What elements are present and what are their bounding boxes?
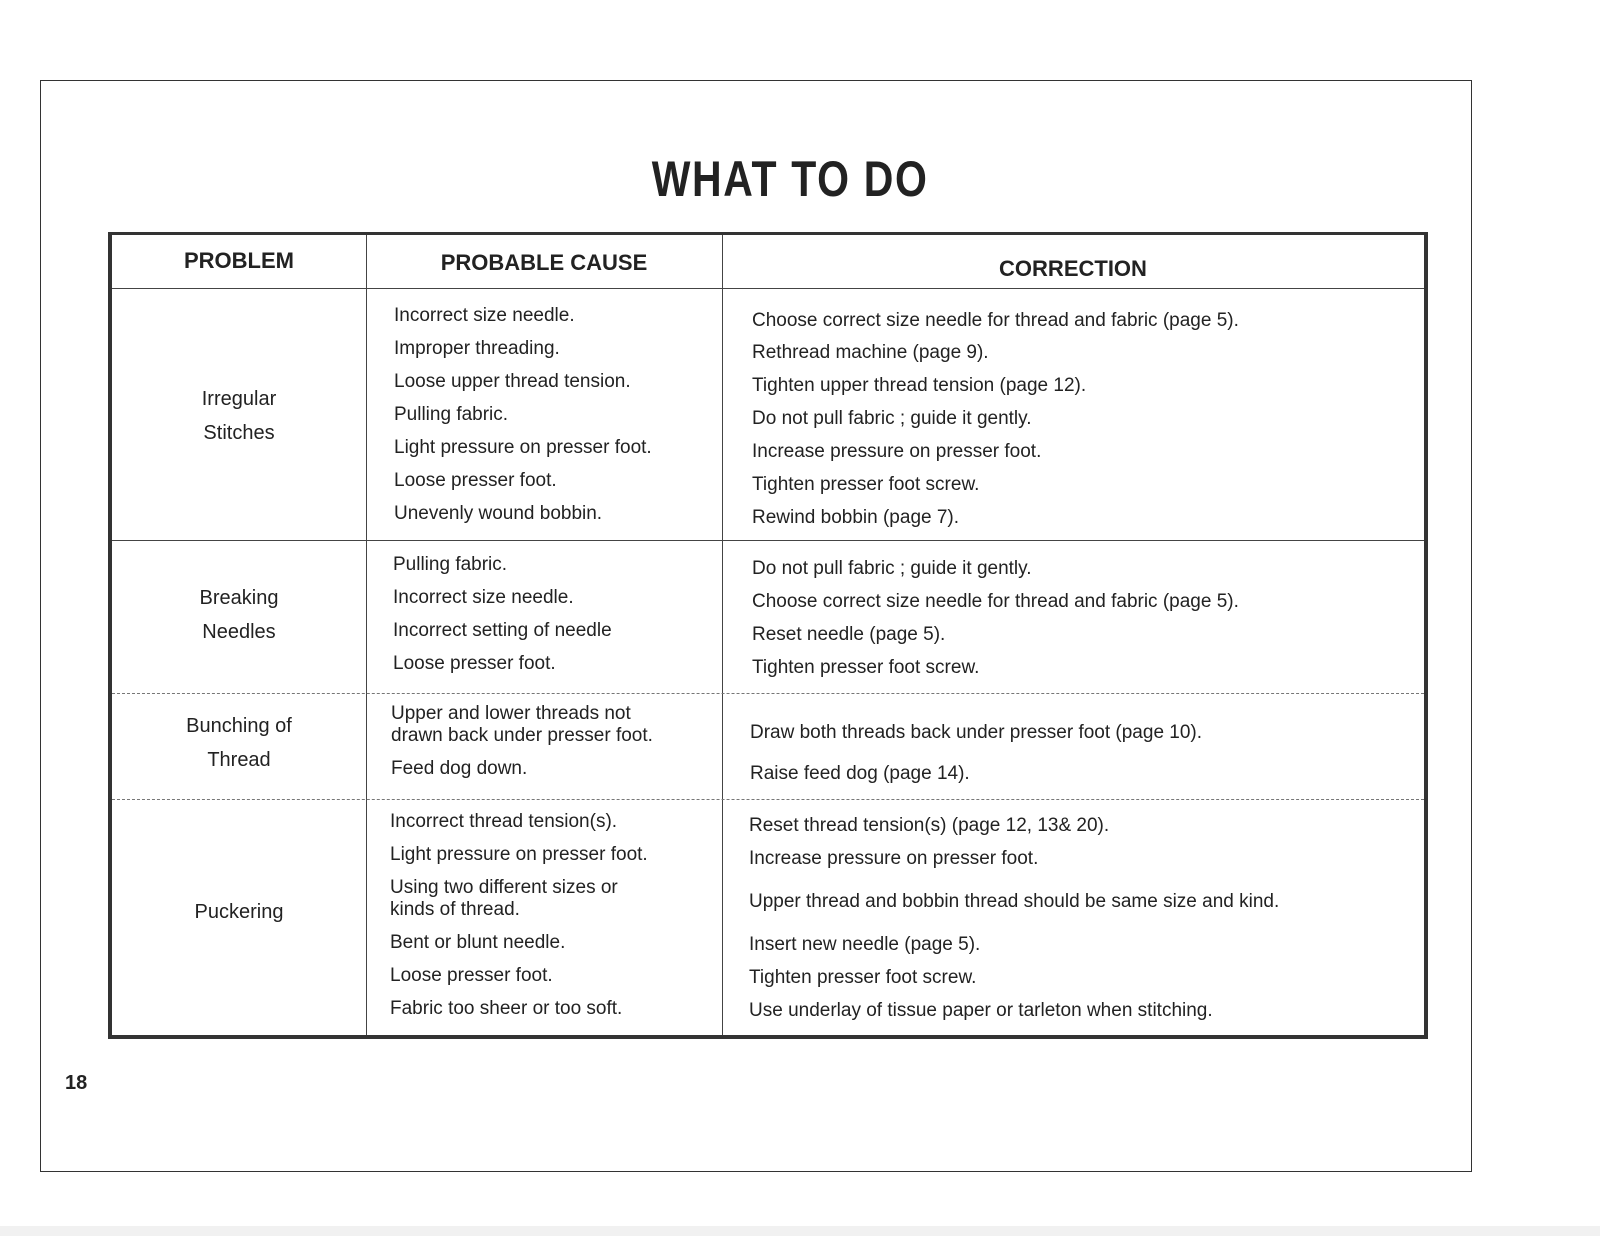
- cause-item: Incorrect thread tension(s).: [390, 811, 618, 832]
- header-divider: [112, 288, 1424, 289]
- correction-item: Use underlay of tissue paper or tarleton when stitching.: [749, 1000, 1213, 1021]
- column-divider: [722, 235, 723, 1035]
- correction-item: Reset thread tension(s) (page 12, 13& 20).: [749, 815, 1110, 836]
- cause-item: Feed dog down.: [391, 758, 528, 779]
- cause-item: Bent or blunt needle.: [390, 932, 566, 953]
- correction-item: Choose correct size needle for thread and fabric (page 5).: [752, 591, 1239, 612]
- correction-item: Raise feed dog (page 14).: [750, 763, 970, 784]
- problem-cell: [112, 709, 366, 777]
- cause-item: drawn back under presser foot.: [391, 725, 653, 746]
- correction-item: Reset needle (page 5).: [752, 624, 946, 645]
- correction-item: Do not pull fabric ; guide it gently.: [752, 558, 1032, 579]
- correction-item: Upper thread and bobbin thread should be same size and kind.: [749, 891, 1280, 912]
- correction-item: Tighten presser foot screw.: [752, 474, 980, 495]
- cause-item: Loose presser foot.: [390, 965, 553, 986]
- cause-item: Upper and lower threads not: [391, 703, 631, 724]
- column-divider: [366, 235, 367, 1035]
- problem-line: Stitches: [203, 422, 275, 444]
- cause-item: kinds of thread.: [390, 899, 520, 920]
- correction-item: Increase pressure on presser foot.: [749, 848, 1039, 869]
- row-divider: [112, 799, 1424, 800]
- scan-bottom-edge: [0, 1226, 1600, 1236]
- correction-item: Draw both threads back under presser foot (page 10).: [750, 722, 1203, 743]
- cause-item: Improper threading.: [394, 338, 560, 359]
- problem-line: Breaking: [199, 587, 279, 609]
- correction-item: Tighten presser foot screw.: [749, 967, 977, 988]
- problem-line: Puckering: [194, 901, 284, 923]
- problem-line: Irregular: [201, 388, 277, 410]
- cause-item: Loose presser foot.: [393, 653, 556, 674]
- problem-line: Needles: [202, 621, 276, 643]
- cause-item: Light pressure on presser foot.: [390, 844, 648, 865]
- header-problem: PROBLEM: [184, 248, 294, 273]
- problem-cell: [112, 581, 366, 649]
- problem-cell: [112, 895, 366, 929]
- cause-item: Incorrect size needle.: [393, 587, 574, 608]
- cause-item: Loose presser foot.: [394, 470, 557, 491]
- cause-item: Loose upper thread tension.: [394, 371, 631, 392]
- correction-item: Choose correct size needle for thread and fabric (page 5).: [752, 310, 1239, 331]
- cause-item: Pulling fabric.: [393, 554, 508, 575]
- header-probable-cause: PROBABLE CAUSE: [440, 250, 648, 275]
- row-divider: [112, 693, 1424, 694]
- header-correction: CORRECTION: [999, 256, 1147, 281]
- problem-cell: [112, 382, 366, 450]
- cause-item: Incorrect setting of needle: [393, 620, 612, 641]
- correction-item: Insert new needle (page 5).: [749, 934, 981, 955]
- correction-item: Do not pull fabric ; guide it gently.: [752, 408, 1032, 429]
- row-divider: [112, 540, 1424, 541]
- problem-line: Thread: [207, 749, 271, 771]
- problem-line: Bunching of: [186, 715, 292, 737]
- cause-item: Pulling fabric.: [394, 404, 509, 425]
- correction-item: Rethread machine (page 9).: [752, 342, 989, 363]
- cause-item: Unevenly wound bobbin.: [394, 503, 603, 524]
- cause-item: Light pressure on presser foot.: [394, 437, 652, 458]
- cause-item: Using two different sizes or: [390, 877, 618, 898]
- correction-item: Rewind bobbin (page 7).: [752, 507, 960, 528]
- page-title: WHAT TO DO: [651, 151, 929, 207]
- correction-item: Increase pressure on presser foot.: [752, 441, 1042, 462]
- cause-item: Fabric too sheer or too soft.: [390, 998, 623, 1019]
- correction-item: Tighten presser foot screw.: [752, 657, 980, 678]
- cause-item: Incorrect size needle.: [394, 305, 575, 326]
- page-number: 18: [65, 1072, 88, 1094]
- correction-item: Tighten upper thread tension (page 12).: [752, 375, 1087, 396]
